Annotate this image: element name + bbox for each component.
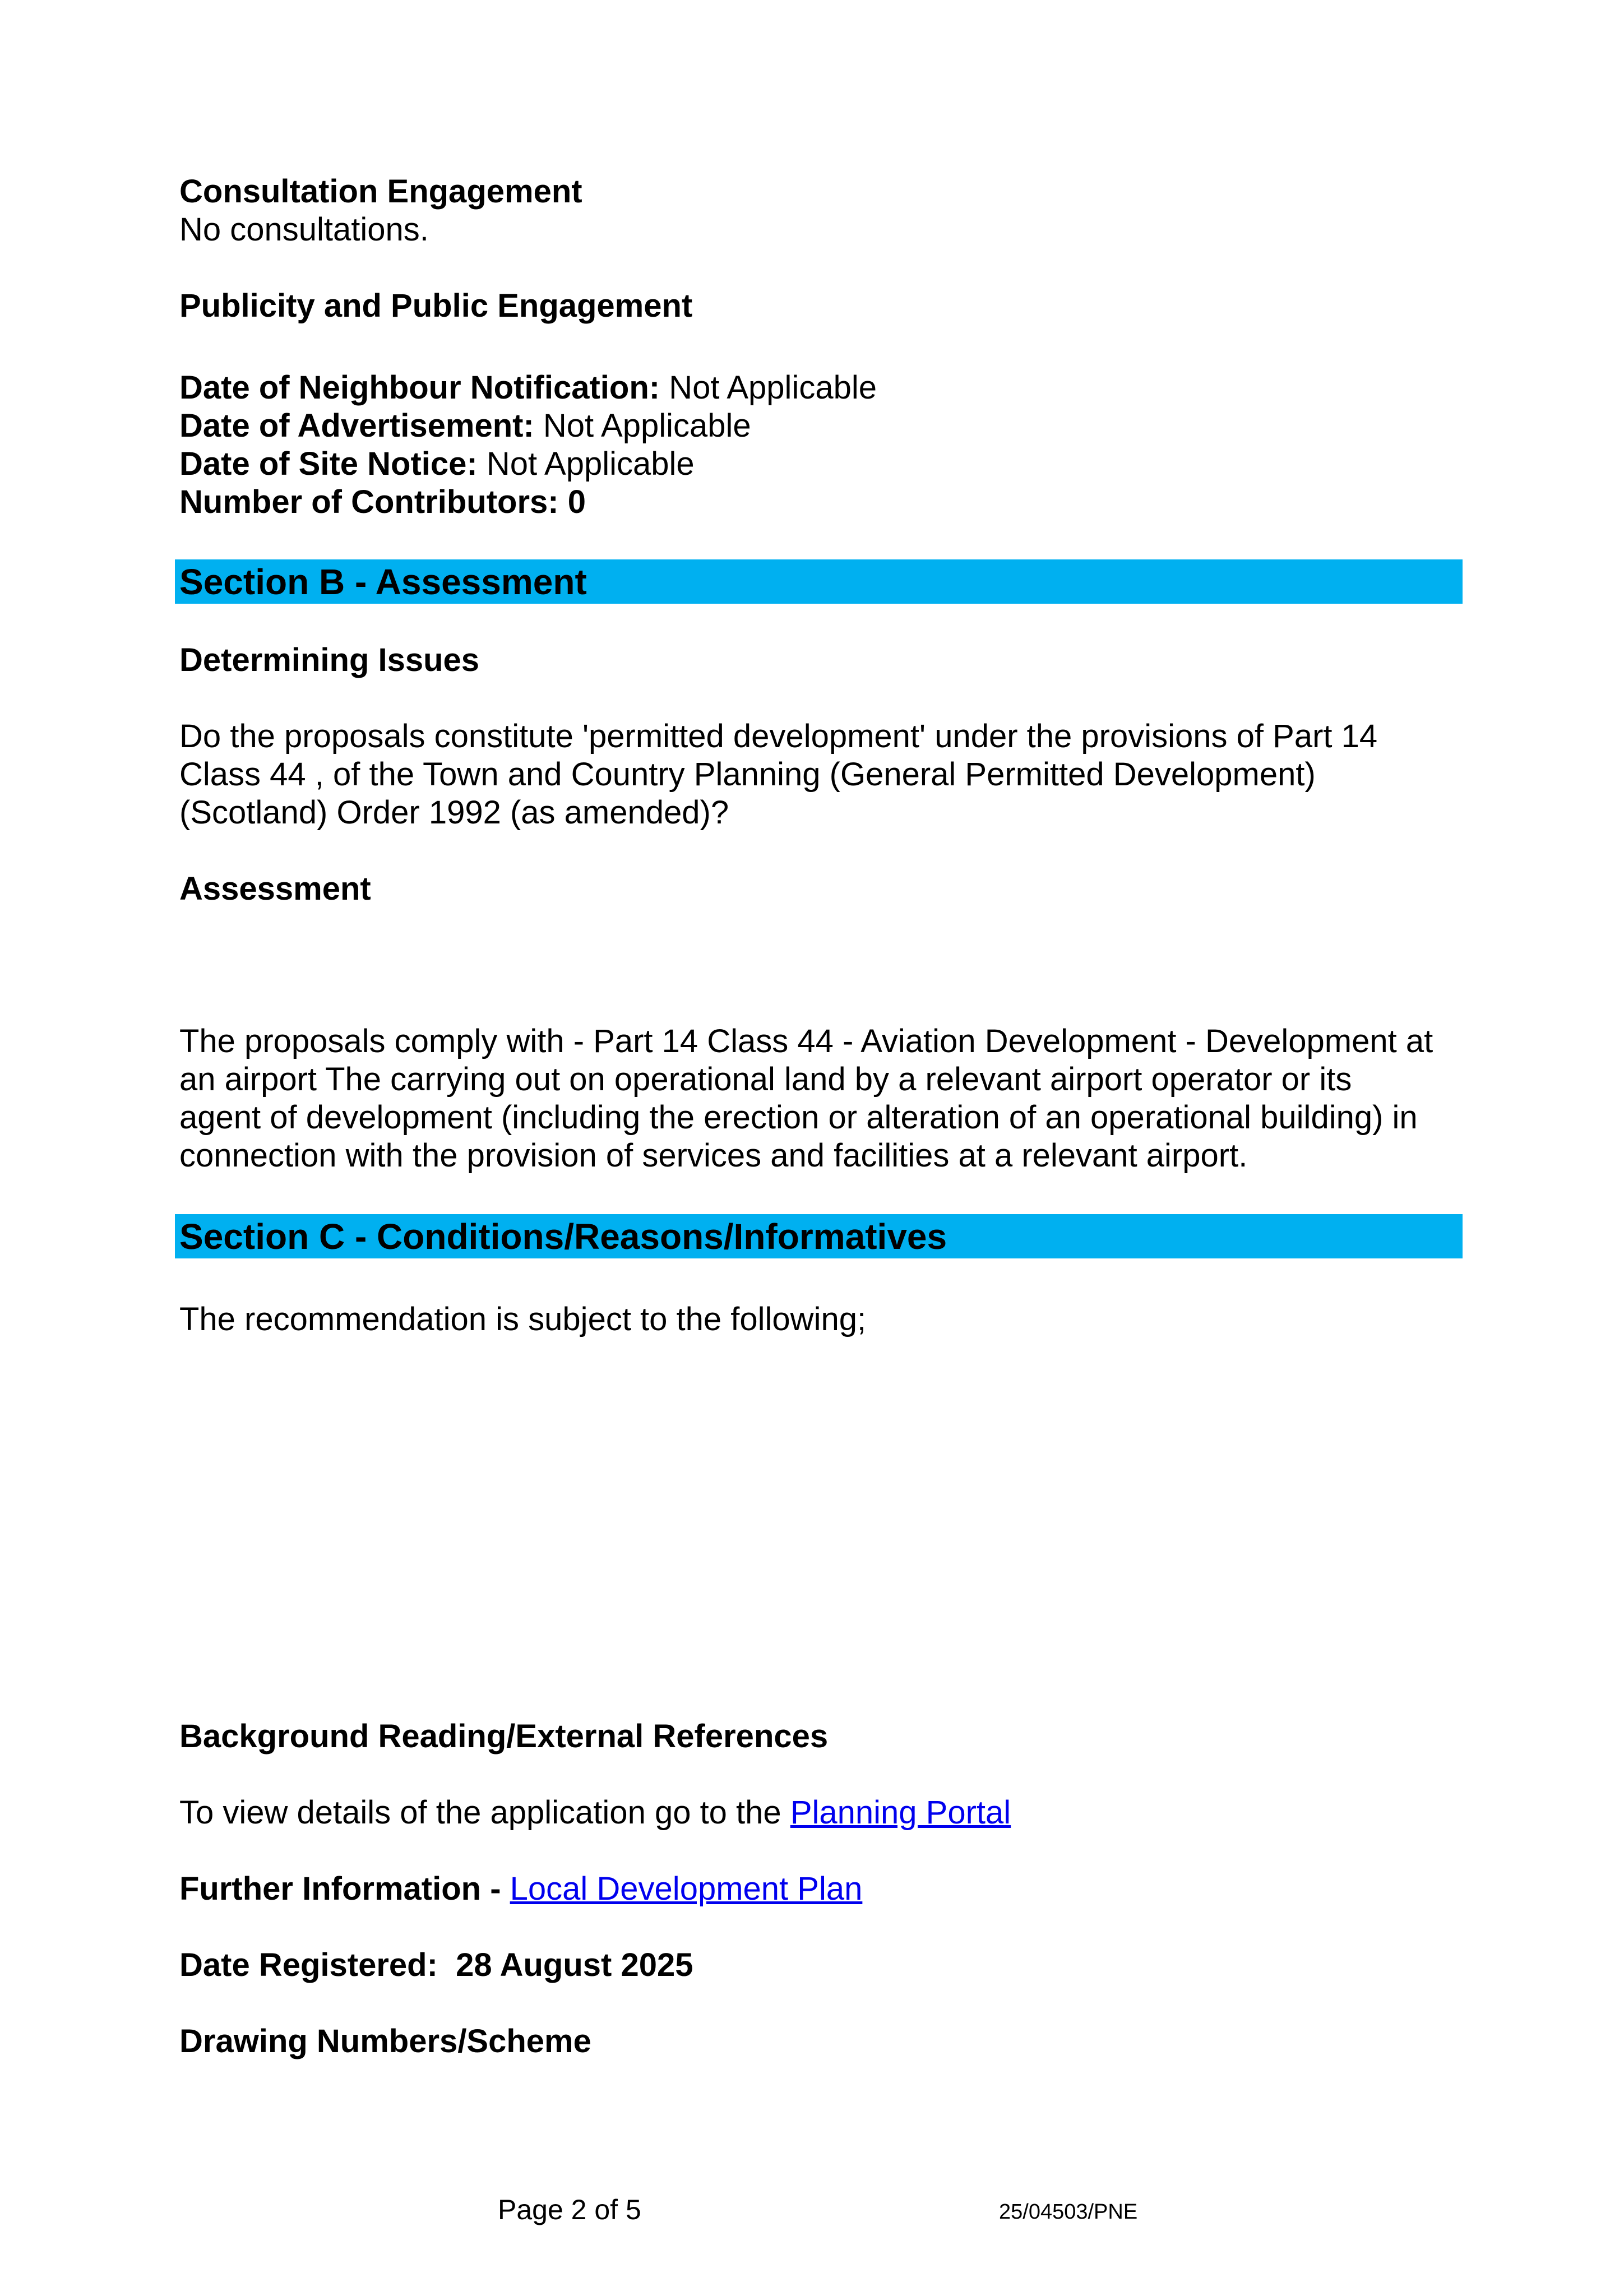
page-number: Page 2 of 5 bbox=[498, 2194, 641, 2225]
date-registered: Date Registered: 28 August 2025 bbox=[179, 1947, 693, 1983]
site-notice-row bbox=[179, 445, 695, 483]
site-notice-label: Date of Site Notice: bbox=[179, 446, 478, 482]
determining-issues-text bbox=[179, 718, 1469, 832]
view-details-text: To view details of the application go to the bbox=[179, 1794, 781, 1831]
view-details-row bbox=[179, 1794, 1011, 1832]
advertisement-label: Date of Advertisement: bbox=[179, 408, 534, 444]
consultation-text: No consultations. bbox=[179, 211, 429, 248]
contributors-count: Number of Contributors: 0 bbox=[179, 484, 586, 520]
neighbour-notification-value: Not Applicable bbox=[669, 369, 877, 406]
determining-issues-heading: Determining Issues bbox=[179, 642, 480, 678]
section-c-title: Section C - Conditions/Reasons/Informatives bbox=[179, 1216, 947, 1257]
section-b-banner bbox=[175, 559, 1463, 604]
advertisement-row bbox=[179, 407, 751, 445]
advertisement-value: Not Applicable bbox=[543, 408, 751, 444]
assessment-heading: Assessment bbox=[179, 871, 371, 907]
assessment-text bbox=[179, 1022, 1469, 1175]
further-information-row bbox=[179, 1870, 862, 1908]
planning-portal-link[interactable]: Planning Portal bbox=[790, 1794, 1011, 1831]
assessment-line: The proposals comply with - Part 14 Class 44 - Aviation Development - Development at bbox=[179, 1023, 1433, 1059]
assessment-line: an airport The carrying out on operational land by a relevant airport operator or its bbox=[179, 1061, 1352, 1098]
consultation-heading: Consultation Engagement bbox=[179, 173, 582, 210]
determining-line: Do the proposals constitute 'permitted development' under the provisions of Part 14 bbox=[179, 718, 1378, 754]
application-reference: 25/04503/PNE bbox=[999, 2200, 1138, 2224]
assessment-line: agent of development (including the erection or alteration of an operational building) in bbox=[179, 1099, 1418, 1136]
assessment-line: connection with the provision of services and facilities at a relevant airport. bbox=[179, 1137, 1248, 1174]
background-reading-heading: Background Reading/External References bbox=[179, 1718, 829, 1755]
drawing-numbers-heading: Drawing Numbers/Scheme bbox=[179, 2023, 591, 2059]
determining-line: (Scotland) Order 1992 (as amended)? bbox=[179, 794, 729, 831]
local-development-plan-link[interactable]: Local Development Plan bbox=[510, 1871, 863, 1907]
section-c-banner bbox=[175, 1214, 1463, 1258]
determining-line: Class 44 , of the Town and Country Planning (General Permitted Development) bbox=[179, 756, 1316, 793]
further-information-label: Further Information - bbox=[179, 1871, 501, 1907]
neighbour-notification-row bbox=[179, 369, 877, 407]
section-b-title: Section B - Assessment bbox=[179, 562, 587, 602]
publicity-heading: Publicity and Public Engagement bbox=[179, 288, 693, 324]
neighbour-notification-label: Date of Neighbour Notification: bbox=[179, 369, 660, 406]
recommendation-text: The recommendation is subject to the following; bbox=[179, 1301, 867, 1337]
site-notice-value: Not Applicable bbox=[486, 446, 695, 482]
